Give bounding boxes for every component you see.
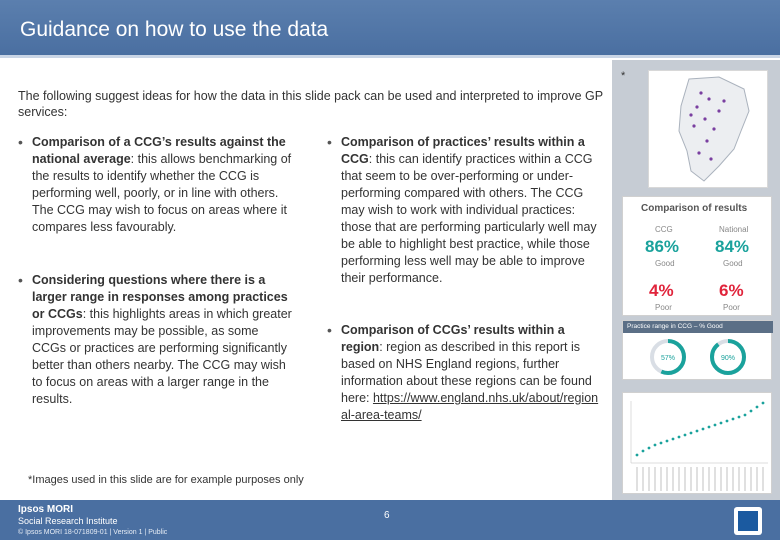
bullet-icon: •	[18, 134, 23, 150]
ipsos-mori-logo: Ipsos MORI	[18, 504, 74, 515]
ccg-good-value: 86%	[645, 237, 680, 256]
map-graphic	[649, 71, 769, 189]
practice-range-card	[622, 320, 772, 380]
bullet-heading: Comparison of practices’ results within a CCG	[341, 135, 585, 166]
national-poor-value: 6%	[719, 281, 744, 300]
asterisk-marker: *	[621, 70, 626, 82]
good-label-national: Good	[723, 259, 743, 268]
page-number: 6	[384, 510, 390, 521]
bullet-larger-range	[18, 272, 294, 408]
bullet-body: : this allows benchmarking of the results to identify whether the CCG is performing well, poorly, or in line with others. The CCG may wish to focus on areas where it compares less favourably.	[32, 152, 292, 234]
bullet-body: : this highlights areas in which greater improvements may be possible, as some CCGs or practices are performing significantly better than others nearby. The CCG may wish to focus on areas with a larger range in the results.	[32, 307, 292, 406]
ranking-dots	[623, 393, 773, 495]
nhs-regions-link[interactable]: https://www.england.nhs.uk/about/regional-area-teams/	[341, 391, 599, 422]
poor-label-ccg: Poor	[655, 303, 672, 312]
bullet-ccg-vs-national	[18, 134, 294, 236]
bullet-icon: •	[18, 272, 23, 288]
ccg-poor-value: 4%	[649, 281, 674, 300]
bullet-practices-within-ccg	[327, 134, 605, 287]
national-good-value: 84%	[715, 237, 750, 256]
range-gauges	[623, 333, 773, 381]
results-title: Comparison of results	[641, 203, 748, 214]
slide-title: Guidance on how to use the data	[20, 18, 329, 41]
bullet-heading: Comparison of CCGs’ results within a region	[341, 323, 565, 354]
intro-text: The following suggest ideas for how the data in this slide pack can be used and interpreted to improve GP services:	[18, 89, 603, 119]
bullet-icon: •	[327, 134, 332, 150]
bullet-body: : this can identify practices within a CCG that seem to be over-performing or under-performing compared with others. The CCG may wish to work with individual practices: those that are performing particularly well may be able to highlight best practice, while those performing less well may be able to improve their performance.	[341, 152, 597, 285]
range-card-heading: Practice range in CCG – % Good	[623, 321, 773, 333]
nhs-logo-icon	[734, 507, 762, 535]
bullet-heading: Considering questions where there is a larger range in responses among practices or CCGs	[32, 273, 288, 321]
bullet-body: : region as described in this report is based on NHS England regions, further information about these regions can be found here:	[341, 340, 592, 405]
copyright-text: © Ipsos MORI 18-071809-01 | Version 1 | Public	[18, 529, 168, 536]
bullet-heading: Comparison of a CCG’s results against the national average	[32, 135, 286, 166]
ccg-label: CCG	[655, 225, 673, 234]
title-underline	[0, 55, 780, 58]
social-research-institute-logo: Social Research Institute	[18, 516, 118, 526]
range-high-value: 90%	[720, 355, 736, 362]
good-label-ccg: Good	[655, 259, 675, 268]
comparison-results-card	[622, 196, 772, 316]
ccg-ranking-chart-image	[622, 392, 772, 494]
poor-label-national: Poor	[723, 303, 740, 312]
bullet-icon: •	[327, 322, 332, 338]
footnote: *Images used in this slide are for example purposes only	[28, 474, 304, 486]
nhs-logo-mark	[738, 511, 758, 531]
bullet-ccgs-within-region	[327, 322, 605, 424]
ccg-map-image	[648, 70, 768, 188]
range-low-value: 57%	[660, 355, 676, 362]
national-label: National	[719, 225, 749, 234]
